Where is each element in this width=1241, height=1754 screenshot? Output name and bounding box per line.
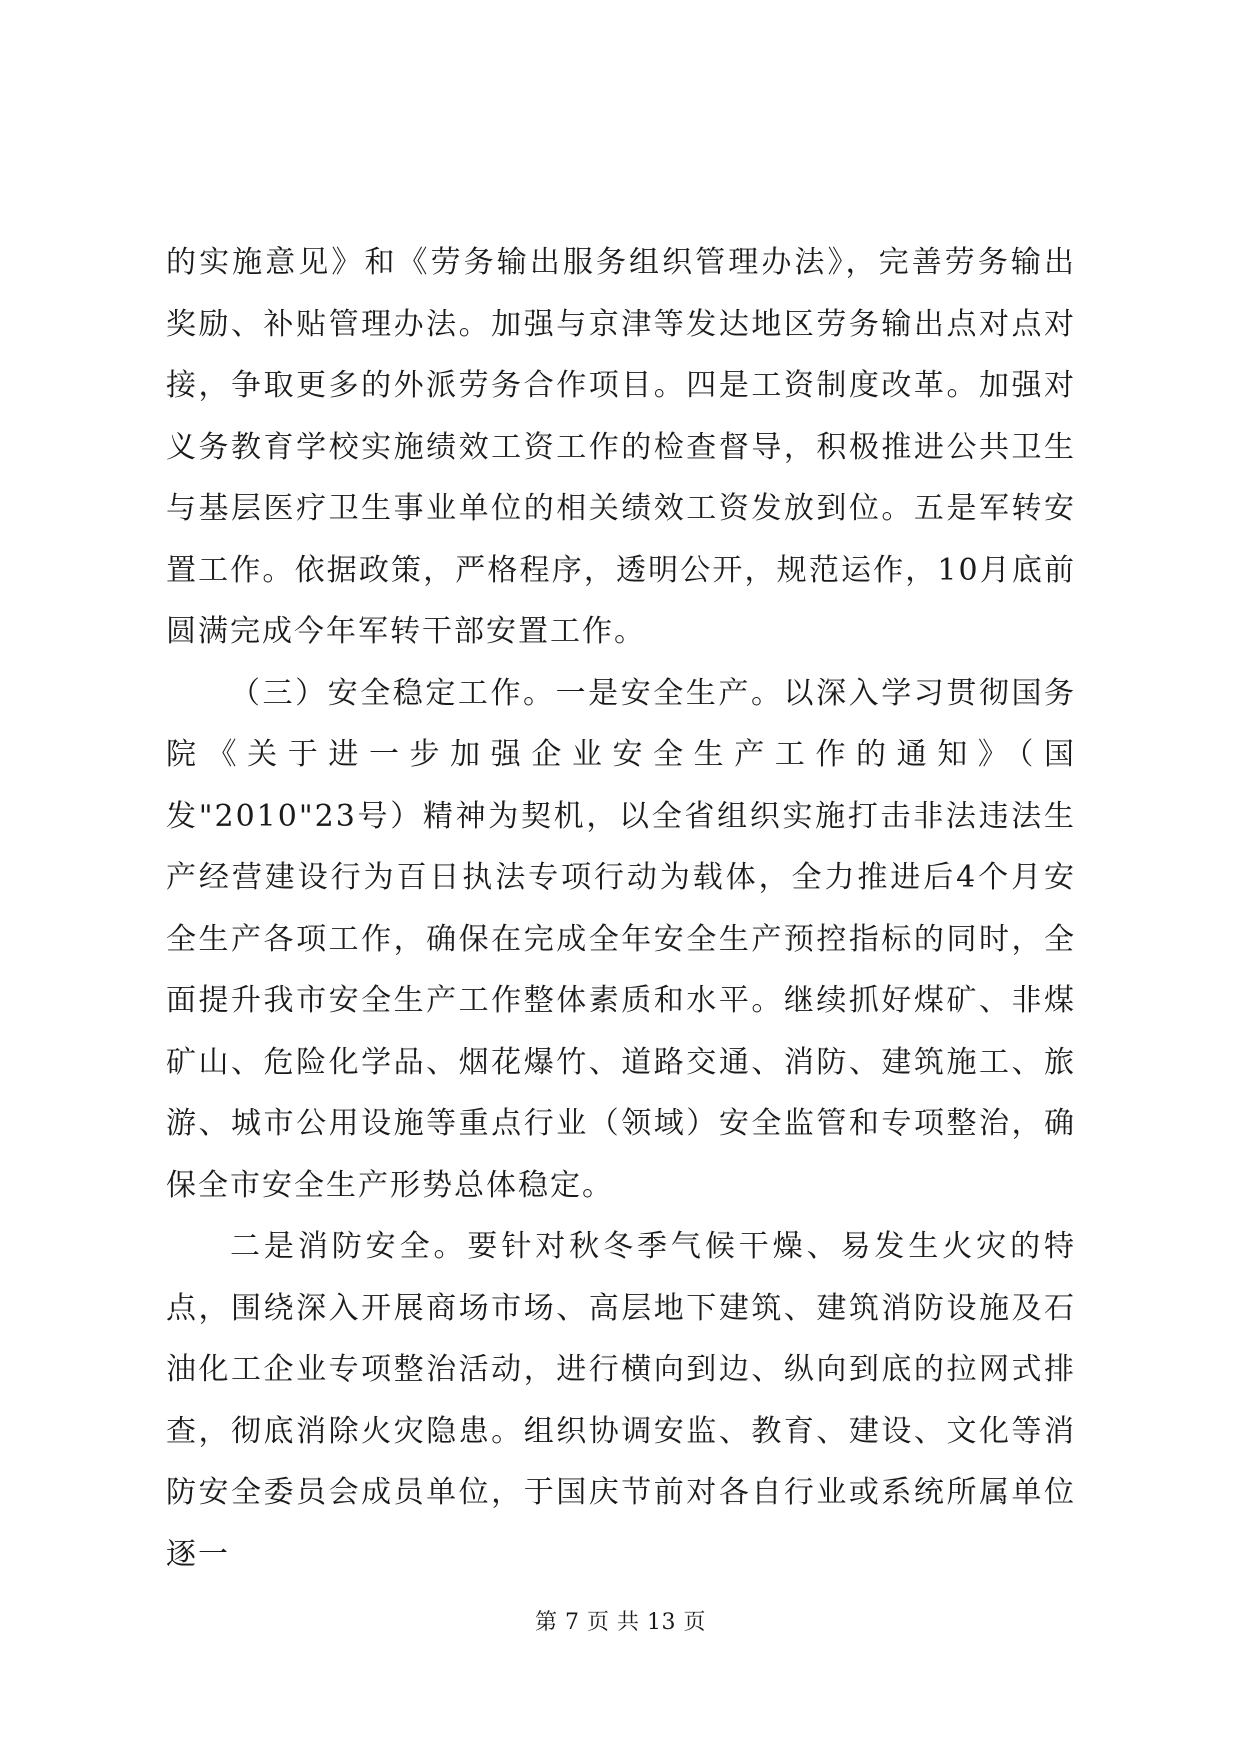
paragraph-fire-safety: 二是消防安全。要针对秋冬季气候干燥、易发生火灾的特点，围绕深入开展商场市场、高层地下建筑、建筑消防设施及石油化工企业专项整治活动，进行横向到边、纵向到底的拉网式排查，彻底消除火灾隐患。组织协调安监、教育、建设、文化等消防安全委员会成员单位，于国庆节前对各自行业或系统所属单位逐一 [166,1229,1076,1572]
paragraph-safety-stability: （三）安全稳定工作。一是安全生产。以深入学习贯彻国务院《关于进一步加强企业安全生产工作的通知》（国发"2010"23号）精神为契机，以全省组织实施打击非法违法生产经营建设行为百日执法专项行动为载体，全力推进后4个月安全生产各项工作，确保在完成全年安全生产预控指标的同时，全面提升我市安全生产工作整体素质和水平。继续抓好煤矿、非煤矿山、危险化学品、烟花爆竹、道路交通、消防、建筑施工、旅游、城市公用设施等重点行业（领域）安全监管和专项整治，确保全市安全生产形势总体稳定。 [166,675,1076,1203]
document-body [166,232,1076,1585]
paragraph-continued: 的实施意见》和《劳务输出服务组织管理办法》，完善劳务输出奖励、补贴管理办法。加强与京津等发达地区劳务输出点对点对接，争取更多的外派劳务合作项目。四是工资制度改革。加强对义务教育学校实施绩效工资工作的检查督导，积极推进公共卫生与基层医疗卫生事业单位的相关绩效工资发放到位。五是军转安置工作。依据政策，严格程序，透明公开，规范运作，10月底前圆满完成今年军转干部安置工作。 [166,245,1076,649]
page-number-footer: 第 7 页 共 13 页 [535,1610,706,1635]
